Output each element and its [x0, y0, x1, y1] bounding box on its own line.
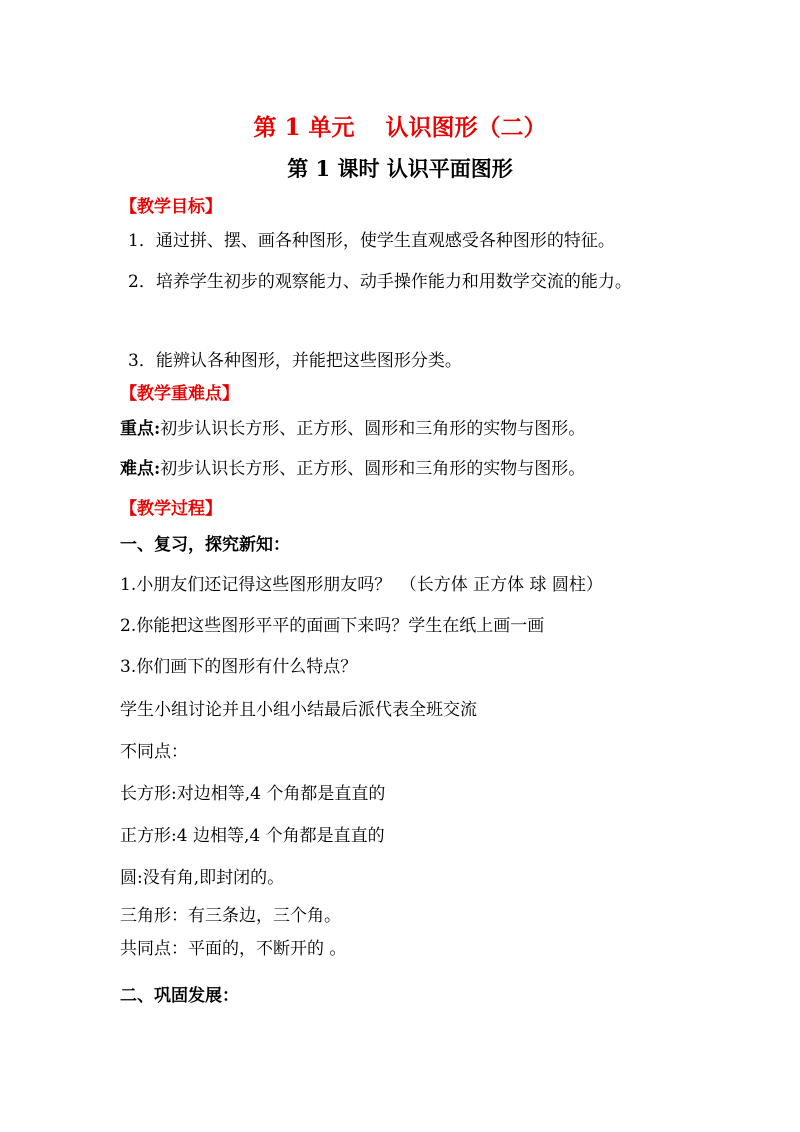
objective-item-1: 1．通过拼、摆、画各种图形，使学生直观感受各种图形的特征。 [128, 231, 615, 251]
process-line: 圆:没有角,即封闭的。 [120, 868, 285, 888]
difficulty-text: 初步认识长方形、正方形、圆形和三角形的实物与图形。 [160, 459, 586, 479]
process-line: 长方形:对边相等,4 个角都是直直的 [120, 784, 386, 804]
objective-item-2: 2．培养学生初步的观察能力、动手操作能力和用数学交流的能力。 [128, 272, 632, 292]
process-line: 1.小朋友们还记得这些图形朋友吗？ （长方体 正方体 球 圆柱） [120, 575, 603, 595]
unit-title: 第 1 单元 认识图形（二） [253, 114, 547, 141]
process-line: 三角形：有三条边，三个角。 [120, 906, 341, 926]
key-point-label: 重点: [120, 419, 161, 439]
process-line: 共同点：平面的，不断开的 。 [120, 939, 347, 959]
objective-item-3: 3．能辨认各种图形，并能把这些图形分类。 [128, 351, 462, 371]
process-line: 不同点： [120, 742, 188, 762]
process-line: 3.你们画下的图形有什么特点？ [120, 657, 358, 677]
lesson-title: 第 1 课时 认识平面图形 [287, 156, 513, 181]
process-line: 学生小组讨论并且小组小结最后派代表全班交流 [120, 700, 477, 720]
difficulty-label: 难点: [120, 459, 161, 479]
process-line: 正方形:4 边相等,4 个角都是直直的 [120, 826, 385, 846]
difficulty-line [120, 458, 585, 480]
section1-title: 一、复习，探究新知： [120, 535, 290, 555]
section2-title: 二、巩固发展： [120, 986, 239, 1006]
key-point-line [120, 418, 585, 440]
process-line: 2.你能把这些图形平平的面画下来吗？学生在纸上画一画 [120, 616, 545, 636]
objectives-heading: 【教学目标】 [120, 197, 222, 217]
key-points-heading: 【教学重难点】 [120, 384, 239, 404]
process-heading: 【教学过程】 [120, 499, 222, 519]
key-point-text: 初步认识长方形、正方形、圆形和三角形的实物与图形。 [160, 419, 586, 439]
